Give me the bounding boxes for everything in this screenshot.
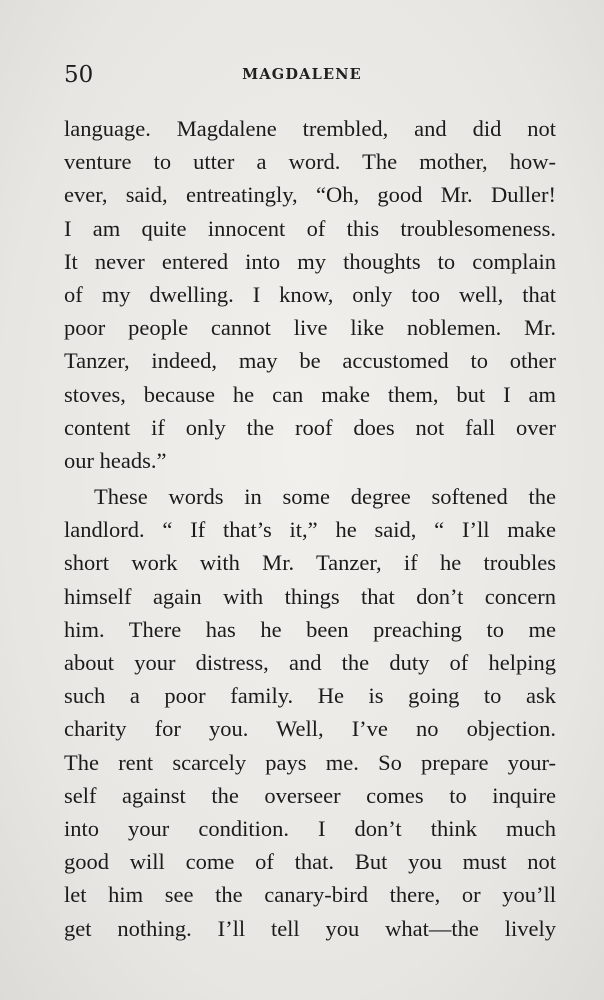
text-line: short work with Mr. Tanzer, if he troubles [64,550,556,576]
text-line: These words in some degree softened the [94,484,556,510]
text-line: of my dwelling. I know, only too well, that [64,281,556,307]
text-line: I am quite innocent of this troublesomeness. [64,215,556,241]
text-line: The rent scarcely pays me. So prepare your- [64,749,556,775]
text-line: himself again with things that don’t concern [64,583,556,609]
text-line: him. There has he been preaching to me [64,616,556,642]
text-line: such a poor family. He is going to ask [64,683,556,709]
text-line: about your distress, and the duty of helping [64,650,556,675]
page-header [0,62,604,88]
text-line: venture to utter a word. The mother, how- [64,149,556,175]
text-line: get nothing. I’ll tell you what—the lively [64,915,556,941]
text-line: ever, said, entreatingly, “Oh, good Mr. Duller! [64,182,556,208]
text-line: language. Magdalene trembled, and did not [64,116,556,141]
text-line: landlord. “ If that’s it,” he said, “ I’ll make [64,517,556,543]
paragraph [64,480,556,945]
text-line: content if only the roof does not fall over [64,414,556,440]
text-line: charity for you. Well, I’ve no objection. [64,716,556,742]
text-line: Tanzer, indeed, may be accustomed to other [64,348,556,374]
text-line: It never entered into my thoughts to complain [64,248,556,274]
text-line: poor people cannot live like noblemen. Mr. [64,315,556,341]
running-title: MAGDALENE [242,66,362,83]
text-line: our heads.” [64,447,167,473]
text-line: good will come of that. But you must not [64,849,556,875]
text-line: self against the overseer comes to inquire [64,782,556,808]
text-line: into your condition. I don’t think much [64,815,556,841]
page-number: 50 [64,62,94,88]
text-line: stoves, because he can make them, but I am [64,381,556,407]
paragraph [64,112,556,477]
text-line: let him see the canary-bird there, or you’ll [64,882,556,908]
body-text [64,112,556,945]
